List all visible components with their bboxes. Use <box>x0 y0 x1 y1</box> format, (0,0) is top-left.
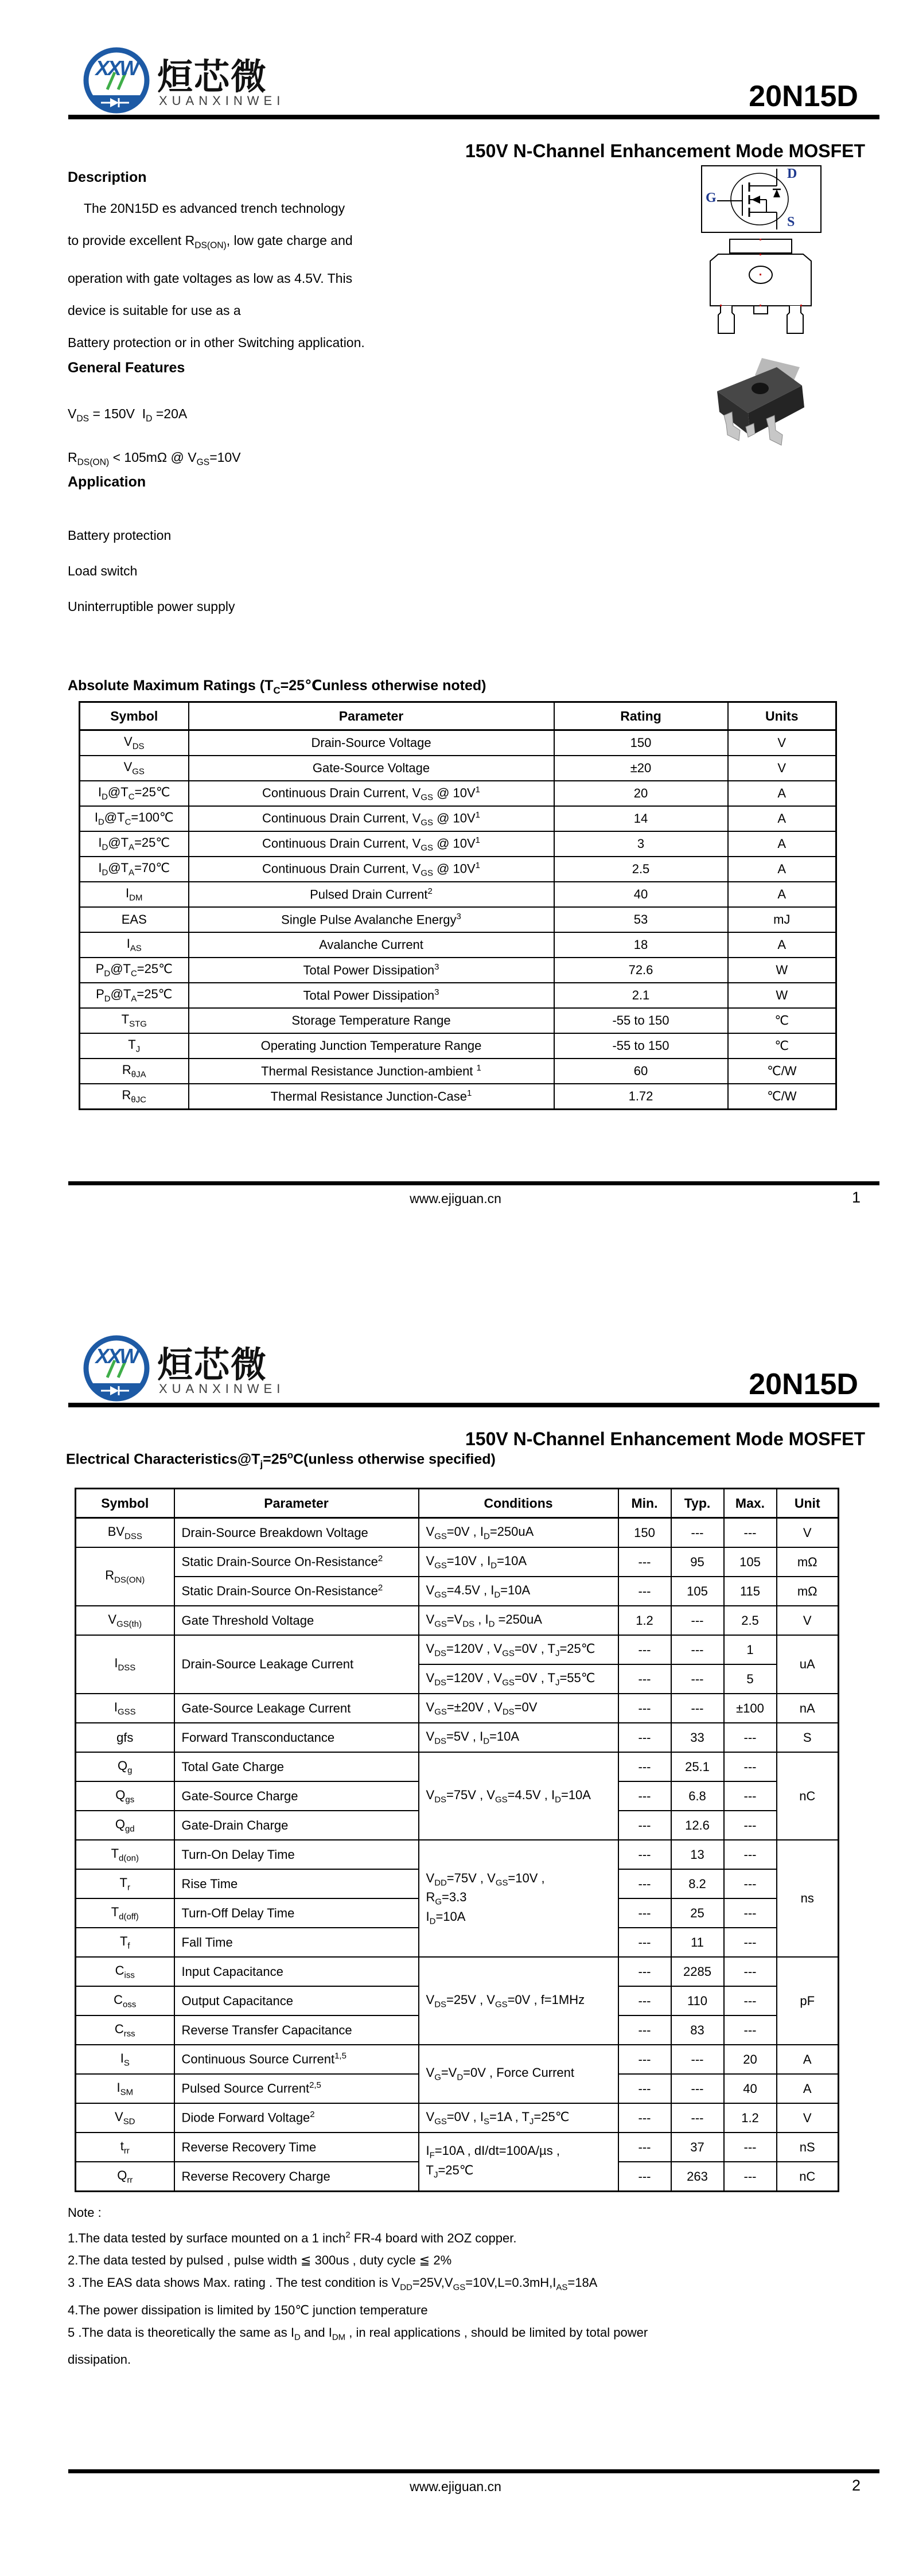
footer-website: www.ejiguan.cn <box>410 2479 501 2494</box>
table-cell: --- <box>724 1518 777 1548</box>
table-cell: V <box>728 730 836 756</box>
table-cell: 20 <box>724 2045 777 2074</box>
table-cell: Single Pulse Avalanche Energy$^3$ <box>189 907 554 932</box>
abs-max-title: Absolute Maximum Ratings ($T_C=25℃unless$ otherwise noted) <box>68 678 486 696</box>
table-row <box>80 983 836 1008</box>
note-line: 1.The data tested by surface mounted on a 1 inch$^2$ FR-4 board with 2OZ copper. <box>68 2230 517 2246</box>
table-cell: Continuous Drain Current, $V_{GS}$ @ $10V^1$ <box>189 831 554 857</box>
table-cell: Drain-Source Leakage Current <box>174 1635 419 1694</box>
column-header: Symbol <box>76 1489 174 1518</box>
table-cell: --- <box>671 1606 724 1635</box>
logo-monogram: XXW <box>95 56 138 80</box>
table-cell: 25.1 <box>671 1752 724 1781</box>
table-cell: $V_{GS}=4.5V$ , $I_D=10A$ <box>419 1577 618 1606</box>
column-header: Min. <box>618 1489 671 1518</box>
table-cell: nS <box>777 2133 839 2162</box>
table-cell: Output Capacitance <box>174 1986 419 2015</box>
table-cell: 14 <box>554 806 728 831</box>
header-rule <box>68 1403 879 1407</box>
table-cell: Total Power Dissipation$^3$ <box>189 983 554 1008</box>
table-cell: --- <box>618 1986 671 2015</box>
table-cell: $R_{\theta JA}$ <box>80 1059 189 1084</box>
table-cell: Continuous Drain Current, $V_{GS}$ @ $10V^1$ <box>189 781 554 806</box>
table-cell: --- <box>618 1898 671 1928</box>
table-cell: ℃/W <box>728 1059 836 1084</box>
table-cell: A <box>777 2045 839 2074</box>
table-cell: nC <box>777 2162 839 2192</box>
column-header: Parameter <box>174 1489 419 1518</box>
table-row <box>76 2133 839 2162</box>
table-row <box>80 932 836 958</box>
table-row <box>80 781 836 806</box>
page-number: 2 <box>851 2477 861 2494</box>
table-cell: Gate-Drain Charge <box>174 1811 419 1840</box>
table-cell: $I_{DSS}$ <box>76 1635 174 1694</box>
table-cell: $T_{d(on)}$ <box>76 1840 174 1869</box>
table-cell: 8.2 <box>671 1869 724 1898</box>
table-cell: --- <box>618 2103 671 2133</box>
column-header: Symbol <box>80 702 189 730</box>
table-cell: Gate-Source Voltage <box>189 756 554 781</box>
table-cell: $Q_{gs}$ <box>76 1781 174 1811</box>
table-head <box>80 702 836 730</box>
table-cell: --- <box>618 1928 671 1957</box>
table-cell: ns <box>777 1840 839 1957</box>
absolute-maximum-ratings-table <box>79 701 837 1110</box>
electrical-characteristics-title: Electrical $Characteristics@T_j=25^oC(unless$ otherwise specified) <box>66 1450 496 1470</box>
column-header: Typ. <box>671 1489 724 1518</box>
description-line: device is suitable for use as a <box>68 302 241 318</box>
table-cell: W <box>728 958 836 983</box>
description-line: Battery protection or in other Switching application. <box>68 334 365 350</box>
table-cell: $I_F=10A$ , dI/dt=100A/µs , $T_J=25℃$ <box>419 2133 618 2192</box>
table-cell: mΩ <box>777 1577 839 1606</box>
gate-label: G <box>706 190 717 205</box>
general-features-text <box>68 395 527 481</box>
table-cell: --- <box>671 1694 724 1723</box>
package-outline-image <box>704 237 817 339</box>
column-header: Rating <box>554 702 728 730</box>
table-cell: $t_{rr}$ <box>76 2133 174 2162</box>
company-name-chinese: 烜芯微 <box>157 1345 268 1385</box>
table-cell: $T_r$ <box>76 1869 174 1898</box>
table-cell: 105 <box>671 1577 724 1606</box>
table-cell: 150 <box>554 730 728 756</box>
table-row <box>80 1033 836 1059</box>
table-row <box>80 882 836 907</box>
table-head <box>76 1489 839 1518</box>
table-row <box>76 1635 839 1664</box>
table-row <box>76 1694 839 1723</box>
table-cell: 12.6 <box>671 1811 724 1840</box>
electrical-characteristics-table <box>75 1488 839 2192</box>
table-row <box>76 2103 839 2133</box>
table-cell: 1 <box>724 1635 777 1664</box>
table-row <box>80 756 836 781</box>
description-text <box>68 192 527 359</box>
table-cell: 115 <box>724 1577 777 1606</box>
table-cell: Continuous Drain Current, $V_{GS}$ @ $10V^1$ <box>189 806 554 831</box>
table-cell: 1.2 <box>618 1606 671 1635</box>
table-cell: --- <box>724 2015 777 2045</box>
table-row <box>80 958 836 983</box>
table-cell: $C_{rss}$ <box>76 2015 174 2045</box>
table-cell: $BV_{DSS}$ <box>76 1518 174 1548</box>
table-cell: EAS <box>80 907 189 932</box>
table-cell: $I_D@T_A=25℃$ <box>80 831 189 857</box>
table-cell: Operating Junction Temperature Range <box>189 1033 554 1059</box>
table-cell: --- <box>724 1840 777 1869</box>
table-cell: $V_{DS}=5V$ , $I_D=10A$ <box>419 1723 618 1752</box>
table-cell: Gate Threshold Voltage <box>174 1606 419 1635</box>
table-cell: --- <box>618 1781 671 1811</box>
table-cell: A <box>777 2074 839 2103</box>
table-cell: mΩ <box>777 1547 839 1577</box>
description-title: Description <box>68 169 147 185</box>
application-title: Application <box>68 474 146 490</box>
table-cell: --- <box>618 1869 671 1898</box>
note-line: 4.The power dissipation is limited by 150℃ junction temperature <box>68 2302 428 2317</box>
table-cell: nA <box>777 1694 839 1723</box>
table-cell: 18 <box>554 932 728 958</box>
table-row <box>80 857 836 882</box>
table-cell: Continuous Source Current$^{1,5}$ <box>174 2045 419 2074</box>
table-cell: 2285 <box>671 1957 724 1986</box>
table-cell: --- <box>618 1664 671 1694</box>
notes-title: Note : <box>68 2205 102 2220</box>
table-cell: 105 <box>724 1547 777 1577</box>
table-cell: --- <box>618 1577 671 1606</box>
table-cell: 2.1 <box>554 983 728 1008</box>
table-cell: $R_{DS(ON)}$ <box>76 1547 174 1606</box>
table-header-row <box>76 1489 839 1518</box>
table-cell: 2.5 <box>724 1606 777 1635</box>
table-cell: 5 <box>724 1664 777 1694</box>
table-cell: $V_{SD}$ <box>76 2103 174 2133</box>
table-cell: --- <box>724 1781 777 1811</box>
table-cell: $V_{DS}=75V$ , $V_{GS}=4.5V$ , $I_D=10A$ <box>419 1752 618 1840</box>
table-cell: $V_{DS}=25V$ , $V_{GS}=0V$ , f=1MHz <box>419 1957 618 2045</box>
table-cell: V <box>777 1518 839 1548</box>
table-cell: $I_D@T_A=70℃$ <box>80 857 189 882</box>
table-cell: --- <box>671 1664 724 1694</box>
table-cell: V <box>777 2103 839 2133</box>
table-cell: ℃ <box>728 1033 836 1059</box>
table-cell: 72.6 <box>554 958 728 983</box>
note-line: 3 .The EAS data shows Max. rating . The test condition is $V_{DD}=25V,V_{GS}=10V,L=0.3mH,I_{AS}=18A$ <box>68 2275 598 2293</box>
table-cell: V <box>728 756 836 781</box>
table-cell: $C_{iss}$ <box>76 1957 174 1986</box>
table-cell: --- <box>618 2045 671 2074</box>
table-cell: --- <box>671 2103 724 2133</box>
table-cell: --- <box>618 1694 671 1723</box>
table-cell: 37 <box>671 2133 724 2162</box>
table-cell: --- <box>618 2015 671 2045</box>
table-cell: Avalanche Current <box>189 932 554 958</box>
table-cell: 1.72 <box>554 1084 728 1110</box>
table-cell: gfs <box>76 1723 174 1752</box>
table-cell: --- <box>671 1635 724 1664</box>
column-header: Parameter <box>189 702 554 730</box>
table-cell: A <box>728 932 836 958</box>
table-cell: --- <box>618 2133 671 2162</box>
table-cell: Turn-On Delay Time <box>174 1840 419 1869</box>
description-line: operation with gate voltages as low as 4.5V. This <box>68 270 353 286</box>
footer-website: www.ejiguan.cn <box>410 1191 501 1206</box>
table-body <box>80 730 836 1110</box>
table-cell: Diode Forward Voltage$^2$ <box>174 2103 419 2133</box>
table-cell: $C_{oss}$ <box>76 1986 174 2015</box>
table-cell: $I_S$ <box>76 2045 174 2074</box>
table-row <box>80 907 836 932</box>
table-cell: --- <box>618 1547 671 1577</box>
table-cell: 13 <box>671 1840 724 1869</box>
table-cell: Input Capacitance <box>174 1957 419 1986</box>
table-cell: Static Drain-Source On-Resistance$^2$ <box>174 1547 419 1577</box>
table-row <box>76 1606 839 1635</box>
table-cell: A <box>728 806 836 831</box>
table-cell: Fall Time <box>174 1928 419 1957</box>
feature-line: $V_{DS} = 150V$ $I_D =20A$ <box>68 406 188 424</box>
table-cell: 2.5 <box>554 857 728 882</box>
column-header: Max. <box>724 1489 777 1518</box>
table-row <box>80 1084 836 1110</box>
table-cell: $Q_{gd}$ <box>76 1811 174 1840</box>
table-cell: $I_{AS}$ <box>80 932 189 958</box>
table-cell: $V_{DS}=120V$ , $V_{GS}=0V$ , $T_J=55℃$ <box>419 1664 618 1694</box>
table-cell: --- <box>724 2162 777 2192</box>
table-cell: 95 <box>671 1547 724 1577</box>
table-cell: 11 <box>671 1928 724 1957</box>
table-row <box>80 831 836 857</box>
table-cell: nC <box>777 1752 839 1840</box>
table-row <box>80 806 836 831</box>
table-cell: Reverse Recovery Charge <box>174 2162 419 2192</box>
table-cell: Gate-Source Charge <box>174 1781 419 1811</box>
table-cell: $T_{d(off)}$ <box>76 1898 174 1928</box>
table-cell: $V_G=V_D=0V$ , Force Current <box>419 2045 618 2103</box>
table-cell: ±20 <box>554 756 728 781</box>
table-cell: --- <box>724 2133 777 2162</box>
application-text <box>68 517 527 624</box>
table-cell: W <box>728 983 836 1008</box>
table-cell: --- <box>724 1957 777 1986</box>
table-cell: --- <box>724 1723 777 1752</box>
table-cell: --- <box>724 1928 777 1957</box>
description-line: to provide excellent $R_{DS(ON)}$, low gate charge and <box>68 233 353 251</box>
company-name-english: XUANXINWEI <box>159 94 285 108</box>
table-row <box>80 730 836 756</box>
table-cell: $Q_{rr}$ <box>76 2162 174 2192</box>
table-cell: 40 <box>554 882 728 907</box>
table-cell: 53 <box>554 907 728 932</box>
table-cell: -55 to 150 <box>554 1033 728 1059</box>
table-cell: 110 <box>671 1986 724 2015</box>
table-cell: --- <box>724 1811 777 1840</box>
application-line: Uninterruptible power supply <box>68 599 235 614</box>
table-cell: A <box>728 882 836 907</box>
column-header: Conditions <box>419 1489 618 1518</box>
table-cell: Storage Temperature Range <box>189 1008 554 1033</box>
table-cell: Static Drain-Source On-Resistance$^2$ <box>174 1577 419 1606</box>
company-name-chinese: 烜芯微 <box>157 57 268 97</box>
table-row <box>76 1957 839 1986</box>
table-cell: A <box>728 831 836 857</box>
table-cell: --- <box>618 1723 671 1752</box>
table-cell: $I_{SM}$ <box>76 2074 174 2103</box>
table-cell: Drain-Source Breakdown Voltage <box>174 1518 419 1548</box>
table-cell: $I_D@T_C=25℃$ <box>80 781 189 806</box>
table-row <box>76 1577 839 1606</box>
table-row <box>76 1840 839 1869</box>
table-cell: Continuous Drain Current, $V_{GS}$ @ $10V^1$ <box>189 857 554 882</box>
table-cell: Pulsed Source Current$^{2,5}$ <box>174 2074 419 2103</box>
table-cell: 25 <box>671 1898 724 1928</box>
table-cell: --- <box>618 1752 671 1781</box>
table-cell: -55 to 150 <box>554 1008 728 1033</box>
table-cell: Drain-Source Voltage <box>189 730 554 756</box>
mosfet-symbol-image <box>701 165 822 233</box>
table-cell: Thermal Resistance Junction-Case$^1$ <box>189 1084 554 1110</box>
table-cell: --- <box>724 1869 777 1898</box>
table-cell: --- <box>618 1635 671 1664</box>
description-line: The 20N15D es advanced trench technology <box>84 201 345 216</box>
application-line: Battery protection <box>68 528 172 543</box>
table-cell: $V_{GS}$ <box>80 756 189 781</box>
table-cell: $T_{STG}$ <box>80 1008 189 1033</box>
table-row <box>76 1547 839 1577</box>
header-rule <box>68 115 879 119</box>
table-cell: 6.8 <box>671 1781 724 1811</box>
table-cell: Reverse Recovery Time <box>174 2133 419 2162</box>
table-cell: $P_D@T_C=25℃$ <box>80 958 189 983</box>
table-cell: 83 <box>671 2015 724 2045</box>
table-body <box>76 1518 839 2192</box>
table-cell: $V_{GS}=0V$ , $I_S=1A$ , $T_J=25℃$ <box>419 2103 618 2133</box>
table-cell: uA <box>777 1635 839 1694</box>
application-line: Load switch <box>68 563 138 578</box>
table-cell: $V_{GS}=10V$ , $I_D=10A$ <box>419 1547 618 1577</box>
table-cell: Rise Time <box>174 1869 419 1898</box>
table-cell: 1.2 <box>724 2103 777 2133</box>
table-cell: $I_D@T_C=100℃$ <box>80 806 189 831</box>
table-cell: --- <box>724 1986 777 2015</box>
footer-rule <box>68 2469 879 2473</box>
column-header: Unit <box>777 1489 839 1518</box>
table-cell: 263 <box>671 2162 724 2192</box>
table-cell: $V_{DS}=120V$ , $V_{GS}=0V$ , $T_J=25℃$ <box>419 1635 618 1664</box>
table-cell: $V_{GS}=0V$ , $I_D=250uA$ <box>419 1518 618 1548</box>
note-line: 2.The data tested by pulsed , pulse width ≦ 300us , duty cycle ≦ 2% <box>68 2253 452 2268</box>
table-row <box>80 1059 836 1084</box>
note-line: 5 .The data is theoretically the same as $I_D$ and $I_{DM}$ , in real applications , should be limited by total power dissipation. <box>68 2325 648 2367</box>
table-cell: mJ <box>728 907 836 932</box>
table-cell: $V_{GS}=V_{DS}$ , $I_D =250uA$ <box>419 1606 618 1635</box>
table-cell: --- <box>618 1957 671 1986</box>
table-row <box>76 1518 839 1548</box>
part-number: 20N15D <box>749 80 858 113</box>
table-cell: A <box>728 781 836 806</box>
table-cell: Pulsed Drain Current$^2$ <box>189 882 554 907</box>
table-cell: $V_{GS}=\pm 20V$ , $V_{DS}=0V$ <box>419 1694 618 1723</box>
drain-label: D <box>787 166 797 181</box>
table-cell: $V_{GS(th)}$ <box>76 1606 174 1635</box>
table-cell: 150 <box>618 1518 671 1548</box>
table-cell: $I_{DM}$ <box>80 882 189 907</box>
table-cell: ±100 <box>724 1694 777 1723</box>
table-cell: --- <box>618 2074 671 2103</box>
part-number: 20N15D <box>749 1368 858 1401</box>
table-row <box>76 2045 839 2074</box>
datasheet-subtitle: 150V N-Channel Enhancement Mode MOSFET <box>465 1429 865 1449</box>
table-cell: A <box>728 857 836 882</box>
page-number: 1 <box>851 1189 861 1206</box>
table-cell: Forward Transconductance <box>174 1723 419 1752</box>
table-cell: 3 <box>554 831 728 857</box>
column-header: Units <box>728 702 836 730</box>
notes-section <box>68 2201 848 2371</box>
table-cell: $T_f$ <box>76 1928 174 1957</box>
table-row <box>76 1752 839 1781</box>
source-label: S <box>787 215 795 229</box>
table-cell: pF <box>777 1957 839 2045</box>
table-cell: Gate-Source Leakage Current <box>174 1694 419 1723</box>
package-3d-image <box>704 356 815 454</box>
table-cell: $V_{DS}$ <box>80 730 189 756</box>
table-cell: --- <box>724 1898 777 1928</box>
datasheet-subtitle: 150V N-Channel Enhancement Mode MOSFET <box>465 141 865 161</box>
table-cell: 33 <box>671 1723 724 1752</box>
table-cell: $P_D@T_A=25℃$ <box>80 983 189 1008</box>
table-cell: --- <box>618 1811 671 1840</box>
table-cell: Total Power Dissipation$^3$ <box>189 958 554 983</box>
table-header-row <box>80 702 836 730</box>
table-cell: Reverse Transfer Capacitance <box>174 2015 419 2045</box>
table-row <box>80 1008 836 1033</box>
logo-monogram: XXW <box>95 1344 138 1368</box>
table-cell: $R_{\theta JC}$ <box>80 1084 189 1110</box>
table-cell: 40 <box>724 2074 777 2103</box>
datasheet-page-2 <box>0 1288 911 2576</box>
table-cell: --- <box>618 2162 671 2192</box>
table-cell: --- <box>724 1752 777 1781</box>
table-row <box>76 1723 839 1752</box>
table-cell: V <box>777 1606 839 1635</box>
feature-line: $R_{DS(ON)} < 105m\Omega$ @ $V_{GS}=10V$ <box>68 449 241 468</box>
table-cell: 20 <box>554 781 728 806</box>
table-cell: Turn-Off Delay Time <box>174 1898 419 1928</box>
table-cell: $Q_g$ <box>76 1752 174 1781</box>
general-features-title: General Features <box>68 360 185 376</box>
table-cell: ℃ <box>728 1008 836 1033</box>
table-cell: Thermal Resistance Junction-ambient $^1$ <box>189 1059 554 1084</box>
table-cell: ℃/W <box>728 1084 836 1110</box>
table-cell: 60 <box>554 1059 728 1084</box>
table-cell: $T_J$ <box>80 1033 189 1059</box>
table-cell: $I_{GSS}$ <box>76 1694 174 1723</box>
table-cell: S <box>777 1723 839 1752</box>
table-cell: $V_{DD}=75V$ , $V_{GS}=10V$ , $R_G=3.3$ $I_D=10A$ <box>419 1840 618 1957</box>
footer-rule <box>68 1181 879 1185</box>
table-cell: --- <box>618 1840 671 1869</box>
table-cell: --- <box>671 2074 724 2103</box>
table-cell: Total Gate Charge <box>174 1752 419 1781</box>
company-name-english: XUANXINWEI <box>159 1382 285 1396</box>
table-cell: --- <box>671 2045 724 2074</box>
table-cell: --- <box>671 1518 724 1548</box>
